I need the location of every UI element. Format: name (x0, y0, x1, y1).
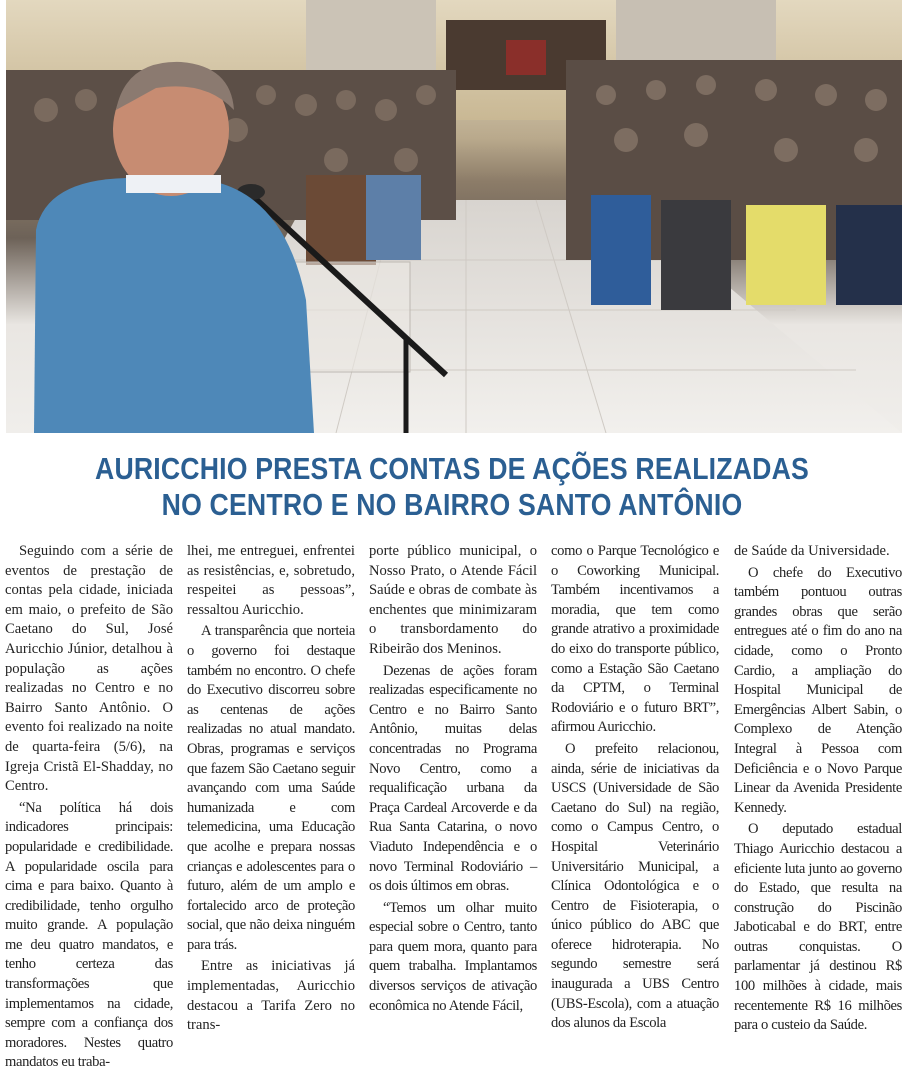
headline-line-2: NO CENTRO E NO BAIRRO SANTO ANTÔNIO (161, 487, 743, 522)
event-photo-illustration (6, 0, 902, 433)
paragraph: de Saúde da Universidade. (734, 543, 890, 559)
paragraph: lhei, me entreguei, enfrentei as resistências, e, sobretudo, respeitei as pessoas”, ressaltou Auricchio. (187, 543, 355, 618)
paragraph: O chefe do Executivo também pontuou outras grandes obras que serão entregues até o fim do ano na cidade, como o Pronto Cardio, a ampliação do Hospital Municipal de Emergências Albert Sabin, o Complexo de Atenção Integral à Pessoa com Deficiência e o Novo Parque Linear da Avenida Presidente Kennedy. (734, 564, 902, 816)
paragraph: A transparência que norteia o governo foi destaque também no encontro. O chefe do Executivo discorreu sobre as centenas de ações realizadas no atual mandato. Obras, programas e serviços que fazem São Caetano seguir avançando com uma Saúde humanizada e com telemedicina, uma Educação que acolhe e prepara nossas crianças e adolescentes para o futuro, além de um amplo e fortalecido arco de proteção social, que não deixa ninguém para trás. (187, 623, 355, 953)
paragraph: “Na política há dois indicadores principais: popularidade e credibilidade. A popularidade oscila para cima e para baixo. Quanto à credibilidade, tenho orgulho muito grande. A população me deu quatro mandatos, e tenho certeza das transformações que implementamos na cidade, sempre com a confiança dos moradores. Nestes quatro mandatos eu traba- (5, 799, 173, 1071)
article-column-4 (551, 542, 719, 1034)
paragraph: “Temos um olhar muito especial sobre o Centro, tanto para quem mora, quanto para quem trabalha. Implantamos diversos serviços de ativação econômica no Atende Fácil, (369, 899, 537, 1014)
paragraph: Seguindo com a série de eventos de prestação de contas pela cidade, iniciada em maio, o prefeito de São Caetano do Sul, José Auricchio Júnior, detalhou à população as ações realizadas no Centro e no Bairro Santo Antônio. O evento foi realizado na noite de quarta-feira (5/6), na Igreja Cristã El-Shadday, no Centro. (5, 543, 173, 795)
paragraph: O deputado estadual Thiago Auricchio destacou a eficiente luta junto ao governo do Estado, que resulta na construção do Piscinão Jaboticabal e do BRT, entre outras conquistas. O parlamentar já destinou R$ 100 milhões à cidade, mais recentemente R$ 16 milhões para o custeio da Saúde. (734, 821, 902, 1034)
headline (0, 451, 904, 523)
headline-line-1: AURICCHIO PRESTA CONTAS DE AÇÕES REALIZADAS (95, 451, 809, 486)
paragraph: O prefeito relacionou, ainda, série de iniciativas da USCS (Universidade de São Caetano do Sul) na região, como o Campus Centro, o Hospital Veterinário Universitário Municipal, a Clínica Odontológica e o Centro de Fisioterapia, o único público do ABC que oferece hidroterapia. No segundo semestre será inaugurada a UBS Centro (UBS-Escola), com a atuação dos alunos da Escola (551, 740, 719, 1032)
article-column-2 (187, 542, 355, 1036)
article-column-3 (369, 542, 537, 1016)
paragraph: Entre as iniciativas já implementadas, Auricchio destacou a Tarifa Zero no trans- (187, 958, 355, 1034)
article-column-1 (5, 542, 173, 1073)
paragraph: Dezenas de ações foram realizadas especificamente no Centro e no Bairro Santo Antônio, muitas delas concentradas no Programa Novo Centro, como a requalificação urbana da Praça Cardeal Arcoverde e da Rua Santa Catarina, o novo Viaduto Independência e o novo Terminal Rodoviário – os dois últimos em obras. (369, 662, 537, 895)
paragraph: como o Parque Tecnológico e o Coworking Municipal. Também incentivamos a moradia, que tem como grande atrativo a proximidade do eixo do transporte público, como a Estação São Caetano da CPTM, o Terminal Rodoviário e o futuro BRT”, afirmou Auricchio. (551, 543, 719, 736)
article-column-5 (734, 542, 902, 1036)
paragraph: porte público municipal, o Nosso Prato, o Atende Fácil Saúde e obras de combate às enchentes que minimizaram o transbordamento do Ribeirão dos Meninos. (369, 543, 537, 657)
event-photo (6, 0, 902, 433)
